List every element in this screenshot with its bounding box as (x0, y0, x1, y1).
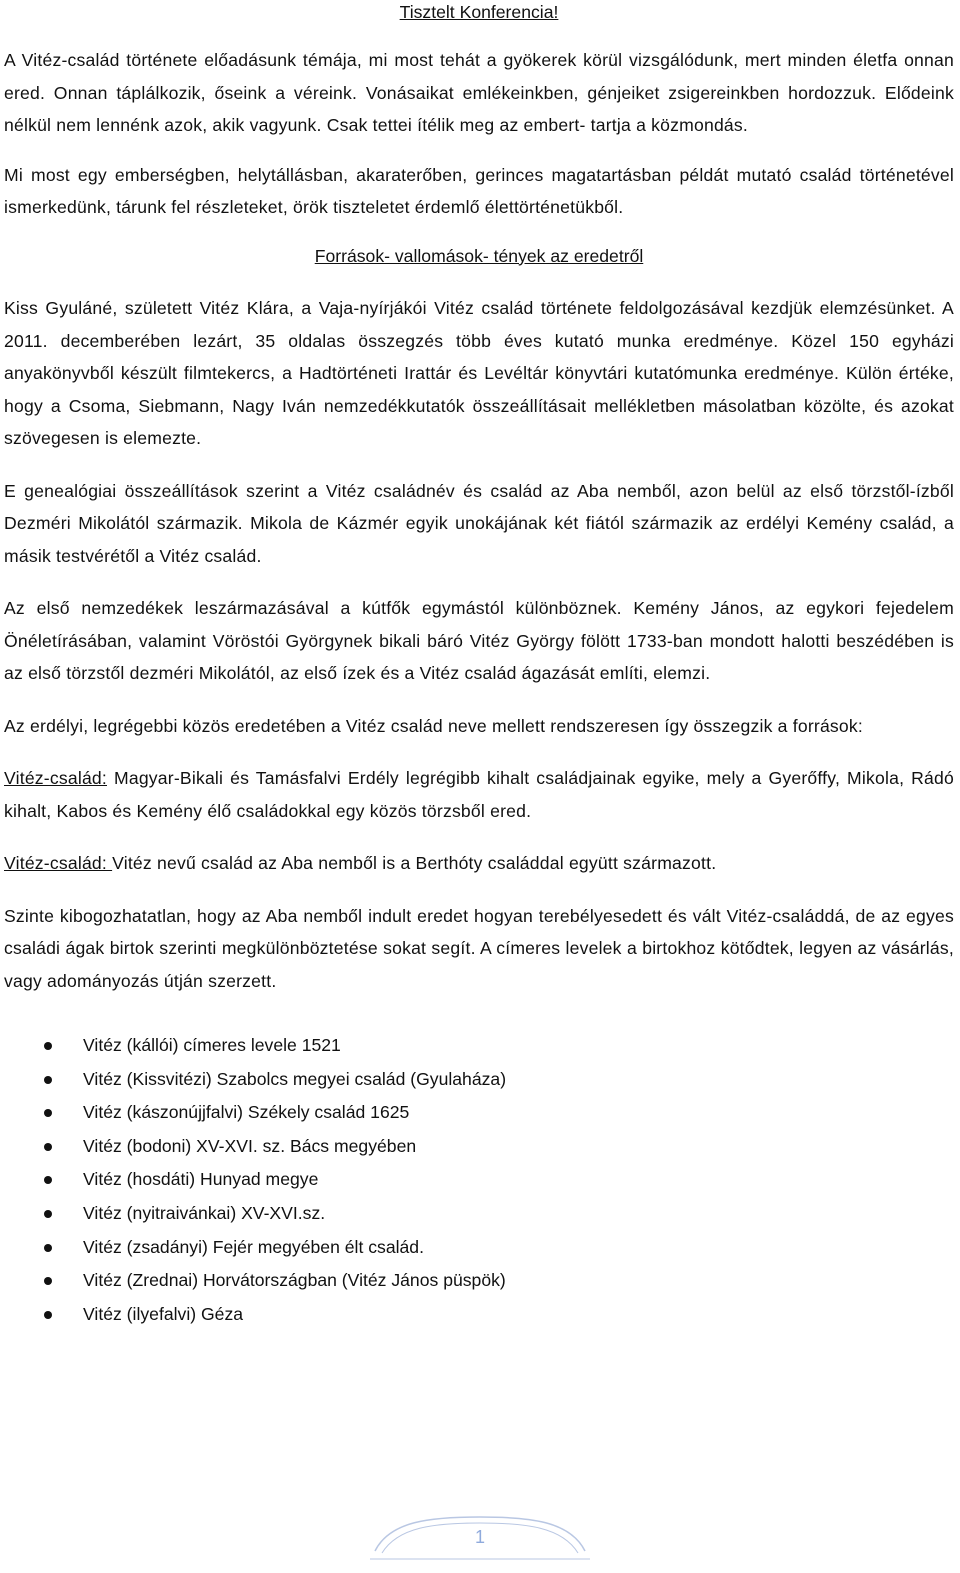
list-item (4, 1264, 954, 1298)
paragraph-2: Mi most egy emberségben, helytállásban, akaraterőben, gerinces magatartásban példát mutató család történetével ismerkedünk, tárunk fel részleteket, örök tiszteletet érdemlő élettörténetükből. (4, 164, 954, 217)
list-item-text: Vitéz (ilyefalvi) Géza (83, 1303, 244, 1324)
list-item-text: Vitéz (nyitraivánkai) XV-XVI.sz. (83, 1202, 326, 1223)
page-number: 1 (474, 1527, 485, 1547)
sources-heading: Források- vallomások- tények az eredetről (314, 245, 644, 266)
intro-paragraph: A Vitéz-család története előadásunk témája, mi most tehát a gyökerek körül vizsgálódunk, mert minden életfa onnan ered. Onnan táplálkozik, őseink a véreink. Vonásaikat emlékeinkben, génjeiket zsigereinkben hordozzuk. Elődeink nélkül nem lennénk azok, akik vagyunk. Csak tettei ítélik meg az embert- tartja a közmondás. (4, 50, 954, 135)
list-item (4, 1029, 954, 1063)
bullet-icon (44, 1042, 52, 1050)
paragraph-8-text: Vitéz nevű család az Aba nemből is a Berthóty családdal együtt származott. (112, 853, 717, 873)
bullet-icon (44, 1143, 52, 1151)
list-item-text: Vitéz (Zrednai) Horvátországban (Vitéz János püspök) (83, 1270, 506, 1291)
bullet-icon (44, 1076, 52, 1084)
list-item (4, 1231, 954, 1265)
bullet-icon (44, 1311, 52, 1319)
family-branch-list (4, 1029, 954, 1331)
list-item (4, 1130, 954, 1164)
list-item (4, 1163, 954, 1197)
bullet-icon (44, 1176, 52, 1184)
document-page (4, 0, 954, 1331)
paragraph-7 (4, 762, 954, 827)
bullet-icon (44, 1277, 52, 1285)
bullet-icon (44, 1109, 52, 1117)
paragraph-7-label: Vitéz-család: (4, 768, 107, 788)
list-item (4, 1197, 954, 1231)
paragraph-5: Az első nemzedékek leszármazásával a kútfők egymástól különböznek. Kemény János, az egykori fejedelem Önéletírásában, valamint Vöröstói Györgynek bikali báró Vitéz György fölött 1733-ban mondott halotti beszédében is az első törzstől dezméri Mikolától, az első ízek és a Vitéz család ágazását említi, elemzi. (4, 598, 954, 683)
list-item-text: Vitéz (kállói) címeres levele 1521 (83, 1035, 341, 1055)
paragraph-8 (4, 847, 954, 880)
paragraph-8-label: Vitéz-család: (4, 853, 113, 873)
list-item-text: Vitéz (hosdáti) Hunyad megye (83, 1169, 319, 1190)
list-item-text: Vitéz (Kissvitézi) Szabolcs megyei család (Gyulaháza) (83, 1068, 507, 1089)
bullet-icon (44, 1210, 52, 1218)
list-item-text: Vitéz (zsadányi) Fejér megyében élt család. (83, 1236, 424, 1257)
list-item (4, 1063, 954, 1097)
page-footer (370, 1513, 590, 1563)
paragraph-4: E genealógiai összeállítások szerint a Vitéz családnév és család az Aba nemből, azon belül az első törzstől-ízből Dezméri Mikolától származik. Mikola de Kázmér egyik unokájának két fiától származik az erdélyi Kemény család, a másik testvérétől a Vitéz család. (4, 480, 954, 566)
list-item (4, 1096, 954, 1130)
paragraph-6: Az erdélyi, legrégebbi közös eredetében a Vitéz család neve mellett rendszeresen így összegzik a források: (4, 715, 863, 736)
paragraph-3: Kiss Gyuláné, született Vitéz Klára, a Vaja-nyírjákói Vitéz család története feldolgozásával kezdjük elemzésünket. A 2011. decemberében lezárt, 35 oldalas összegzés több éves kutató munka eredménye. Közel 150 egyházi anyakönyvből készült filmtekercs, a Hadtörténeti Irattár és Levéltár könyvtári kutatómunka eredménye. Külön értéke, hogy a Csoma, Siebmann, Nagy Iván nemzedékkutatók összeállításait mellékletben másolatban közölte, és azokat szövegesen is elemezte. (4, 298, 954, 448)
list-item-text: Vitéz (kászonújjfalvi) Székely család 1625 (83, 1102, 410, 1123)
paragraph-7-text: Magyar-Bikali és Tamásfalvi Erdély legrégibb kihalt családjainak egyike, mely a Gyerőffy, Mikola, Rádó kihalt, Kabos és Kemény élő családokkal egy közös törzsből ered. (4, 768, 954, 821)
bullet-icon (44, 1244, 52, 1252)
list-item (4, 1298, 954, 1332)
paragraph-9: Szinte kibogozhatatlan, hogy az Aba nemből indult eredet hogyan terebélyesedett és vált Vitéz-családdá, de az egyes családi ágak birtok szerinti megkülönböztetése sokat segít. A címeres levelek a birtokhoz kötődtek, legyen az vásárlás, vagy adományozás útján szerzett. (4, 905, 954, 991)
list-item-text: Vitéz (bodoni) XV-XVI. sz. Bács megyében (83, 1135, 417, 1156)
document-title: Tisztelt Konferencia! (399, 2, 559, 22)
